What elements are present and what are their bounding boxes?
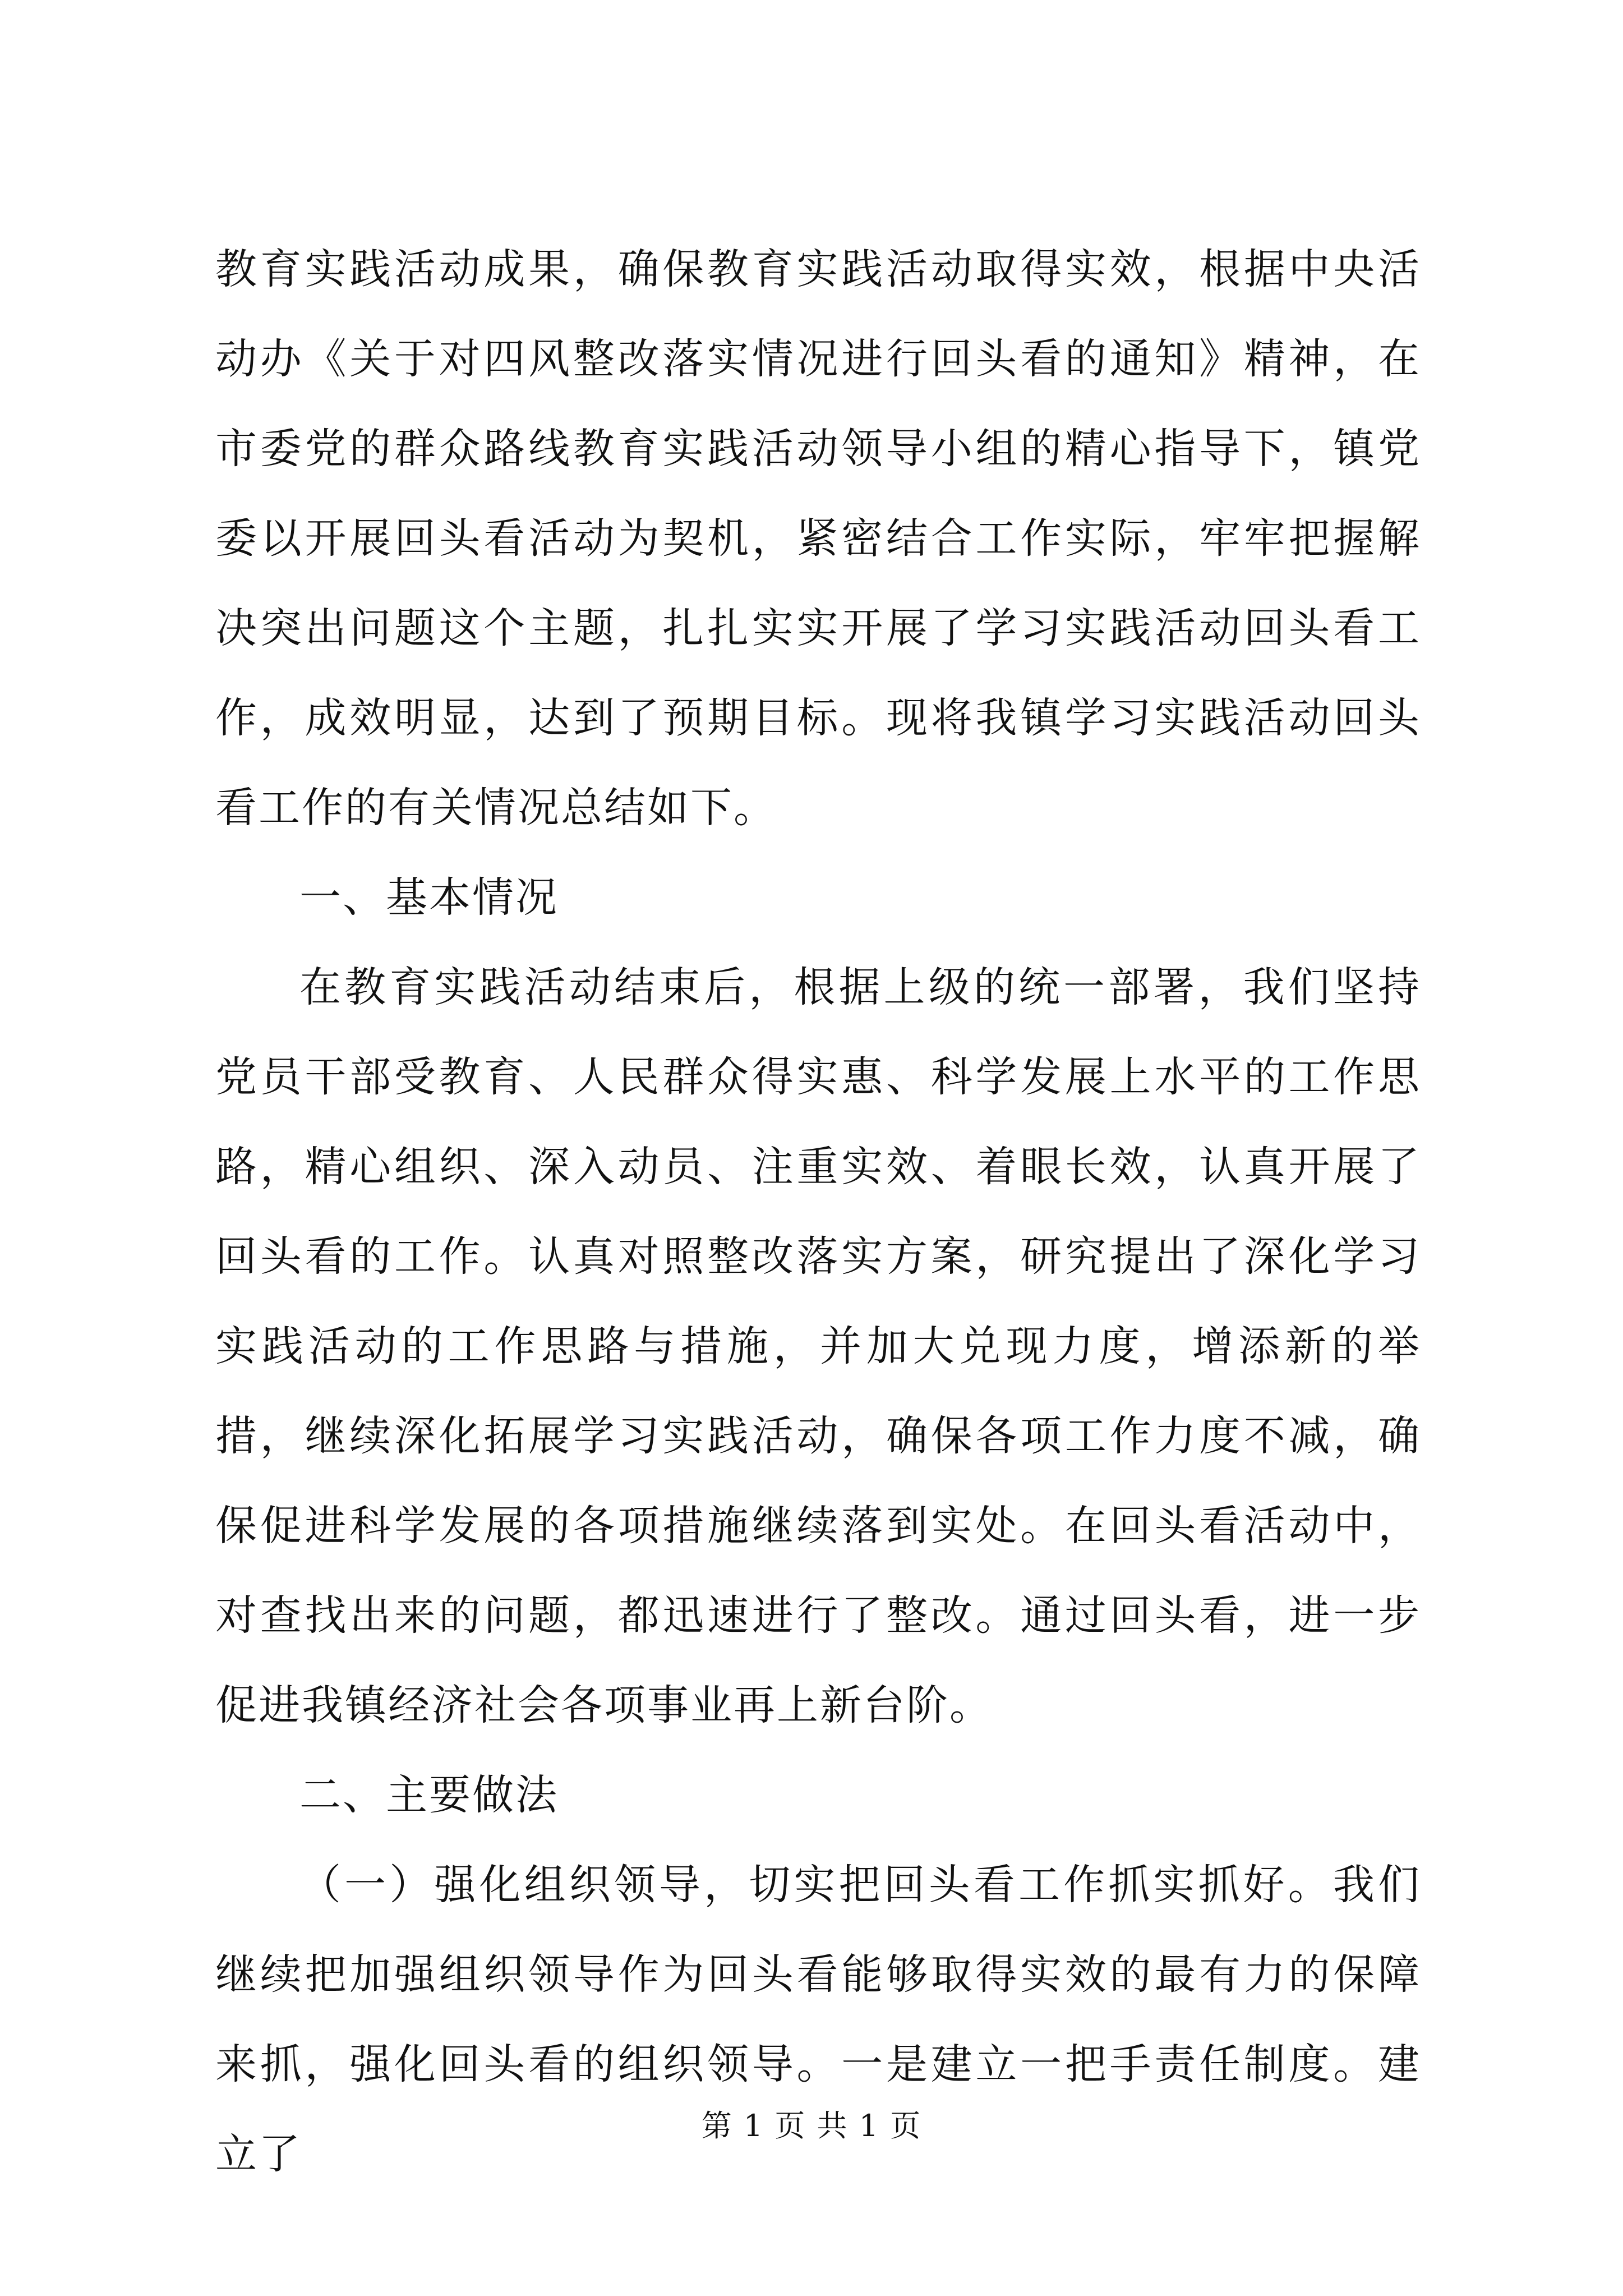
- heading-main-practices: 二、主要做法: [299, 1771, 559, 1819]
- heading-basic-situation: 一、基本情况: [299, 873, 559, 922]
- paragraph-basic-situation: 在教育实践活动结束后，根据上级的统一部署，我们坚持党员干部受教育、人民群众得实惠、科学发展上水平的工作思路，精心组织、深入动员、注重实效、着眼长效，认真开展了回头看的工作。认真对照整改落实方案，研究提出了深化学习实践活动的工作思路与措施，并加大兑现力度，增添新的举措，继续深化拓展学习实践活动，确保各项工作力度不减，确保促进科学发展的各项措施继续落到实处。在回头看活动中，对查找出来的问题，都迅速进行了整改。通过回头看，进一步促进我镇经济社会各项事业再上新台阶。: [215, 963, 1421, 1729]
- page-footer: 第 1 页 共 1 页: [701, 2108, 922, 2143]
- paragraph-intro-continued: 教育实践活动成果，确保教育实践活动取得实效，根据中央活动办《关于对四风整改落实情况进行回头看的通知》精神，在市委党的群众路线教育实践活动领导小组的精心指导下，镇党委以开展回头看活动为契机，紧密结合工作实际，牢牢把握解决突出问题这个主题，扎扎实实开展了学习实践活动回头看工作，成效明显，达到了预期目标。现将我镇学习实践活动回头看工作的有关情况总结如下。: [215, 245, 1421, 832]
- paragraph-main-practices-1: （一）强化组织领导，切实把回头看工作抓实抓好。我们继续把加强组织领导作为回头看能够取得实效的最有力的保障来抓，强化回头看的组织领导。一是建立一把手责任制度。建立了: [215, 1861, 1421, 2178]
- document-body: [215, 224, 1421, 2199]
